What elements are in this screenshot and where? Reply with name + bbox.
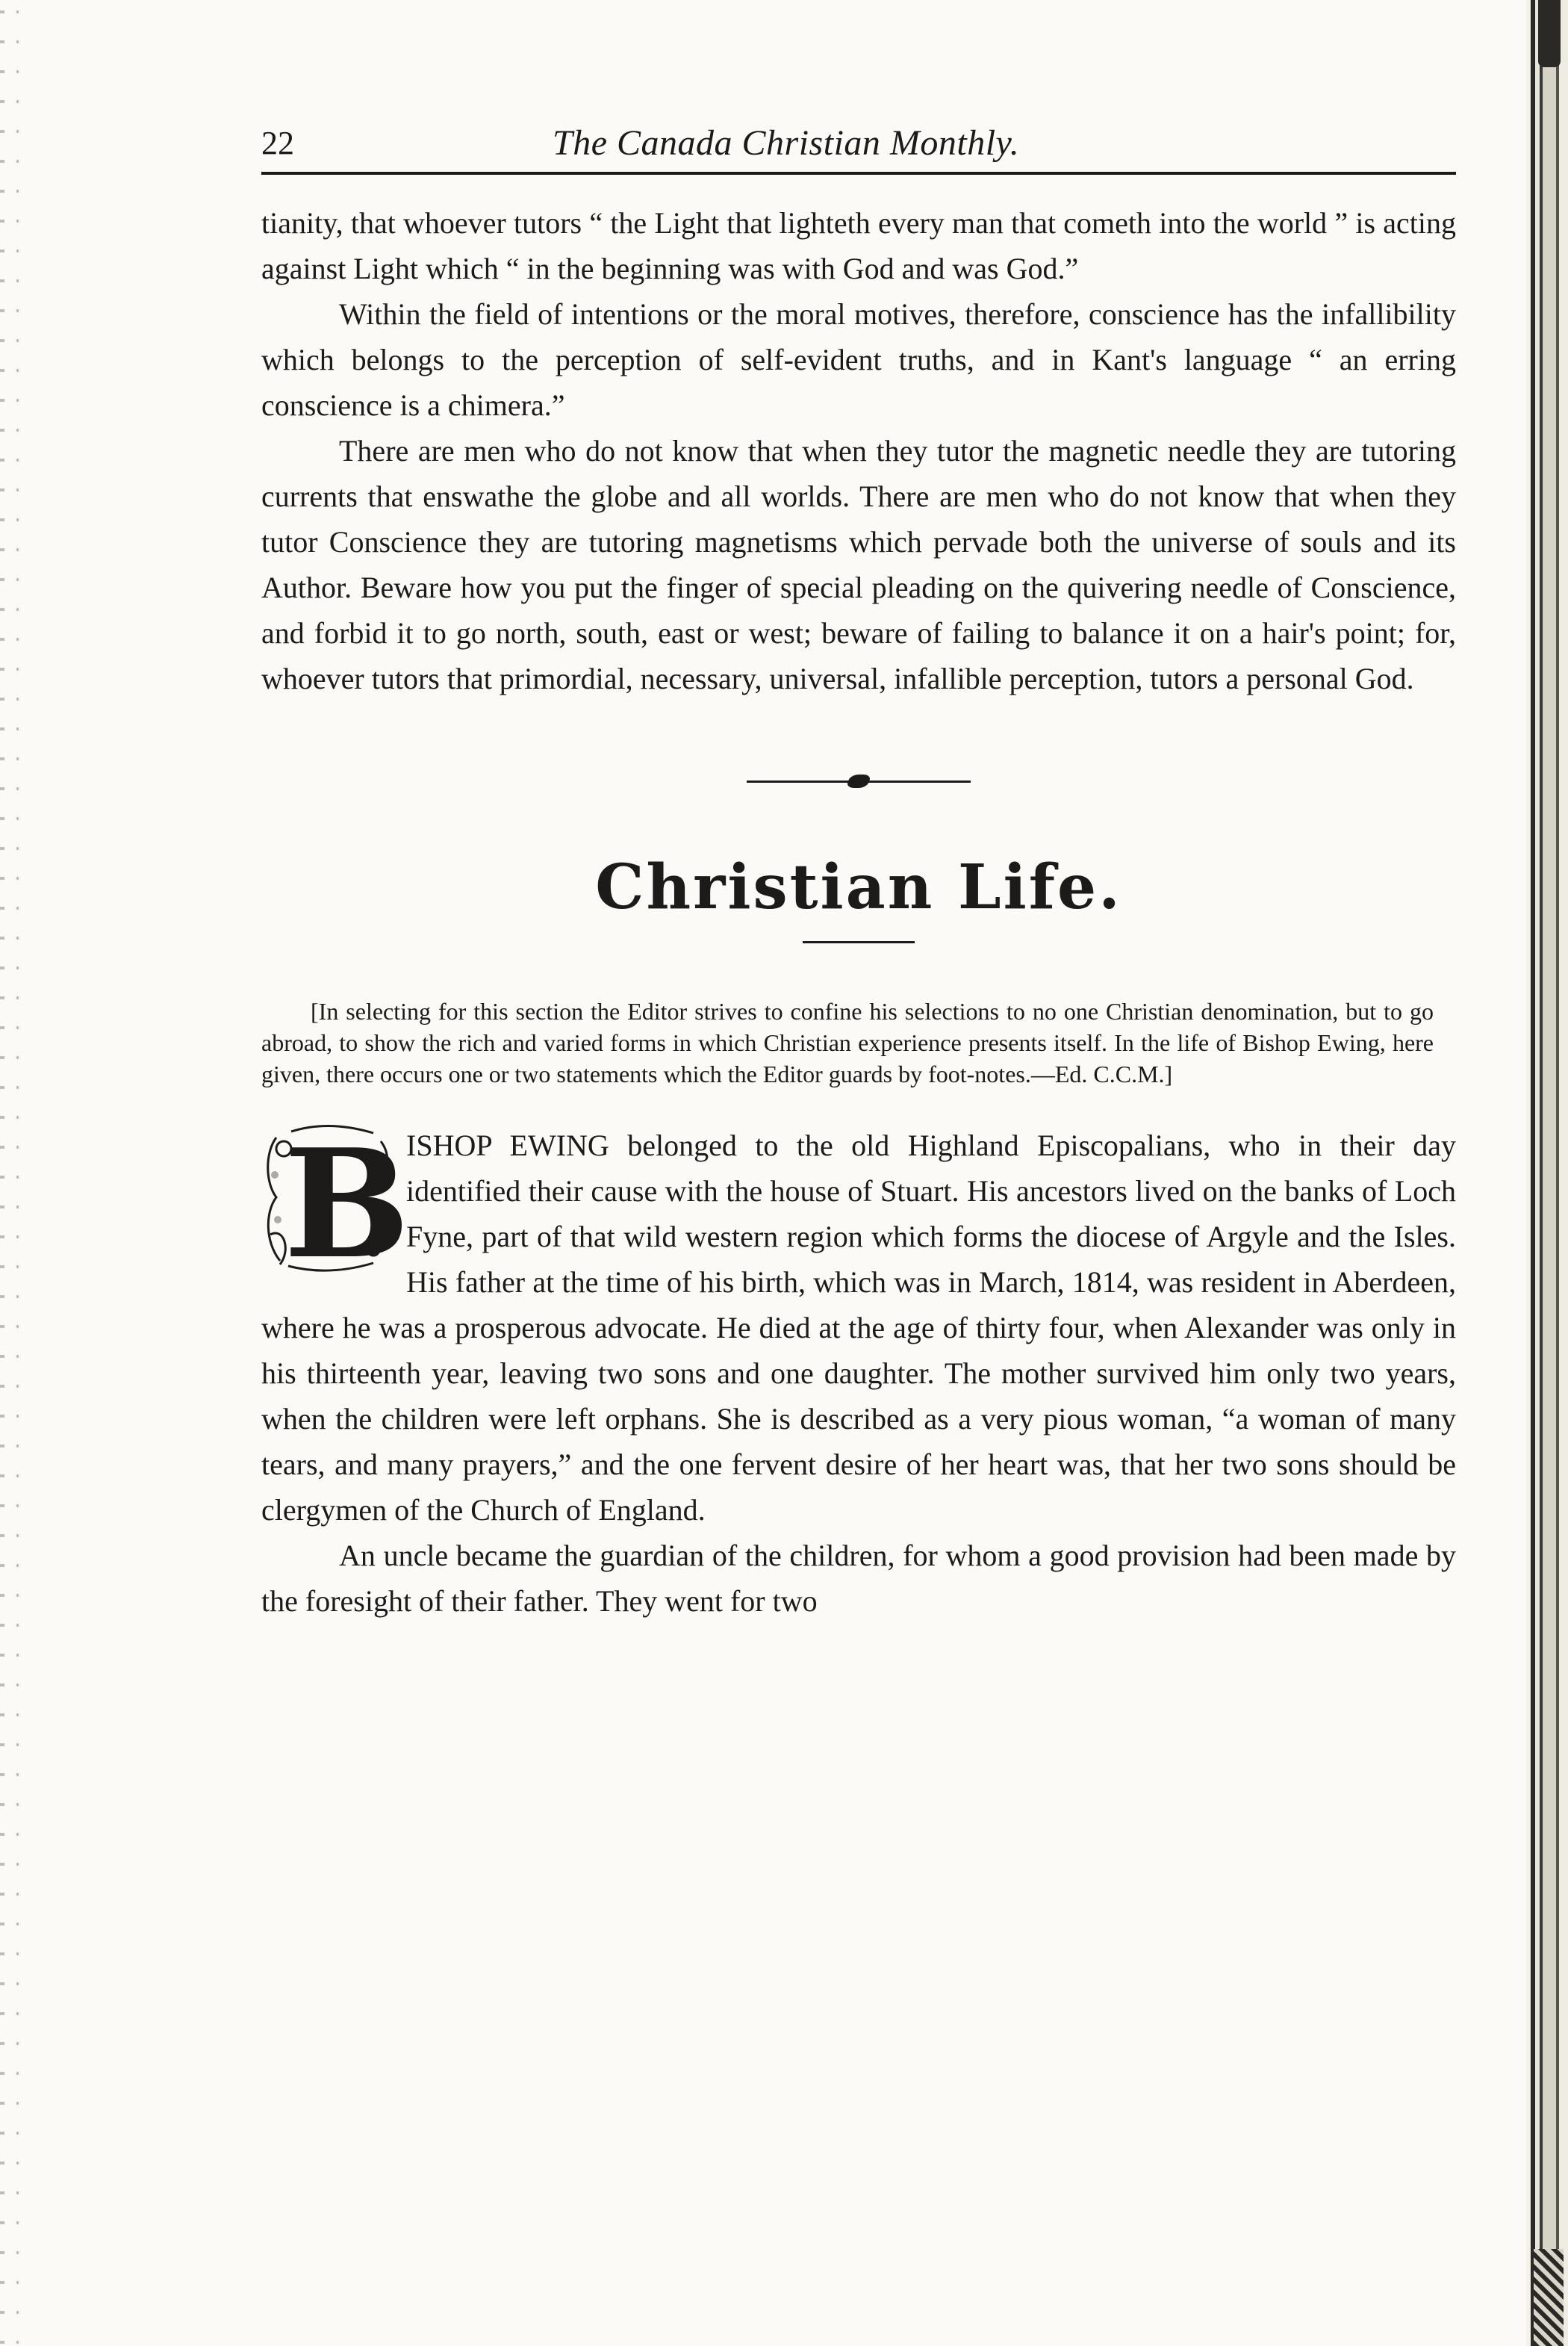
paragraph: tianity, that whoever tutors “ the Light that lighteth every man that cometh into the world ” is acting against Light which “ in the beginning was with God and was God.”: [261, 206, 1456, 285]
binding-blot-top: [1538, 0, 1561, 67]
section-divider-ornament: [747, 772, 971, 790]
page: [261, 105, 1456, 1624]
paragraph: There are men who do not know that when they tutor the magnetic needle they are tutoring currents that enswathe the globe and all worlds. There are men who do not know that when they tutor Conscience they are tutoring magnetisms which pervade both the universe of souls and its Author. Beware how you put the finger of special pleading on the quivering needle of Conscience, and forbid it to go north, south, east or west; beware of failing to balance it on a hair's point; for, whoever tutors that primordial, necessary, universal, infallible perception, tutors a personal God.: [261, 434, 1456, 695]
binding-blot-bottom: [1534, 2249, 1564, 2346]
drop-cap-letter: B: [284, 1117, 411, 1292]
paragraph: An uncle became the guardian of the children, for whom a good provision had been made by the foresight of their father. They went for two: [261, 1539, 1456, 1618]
article-body: [261, 1117, 1456, 1624]
page-number: 22: [261, 125, 294, 161]
scan-binding-edge: [1526, 0, 1568, 2346]
divider-diamond: [846, 775, 872, 788]
journal-title: The Canada Christian Monthly.: [553, 123, 1020, 163]
title-rule: [803, 941, 915, 943]
editor-note: [In selecting for this section the Editor strives to confine his selections to no one Christian denomination, but to go abroad, to show the rich and varied forms in which Christian experience presents itself. In the life of Bishop Ewing, here given, there occurs one or two statements which the Editor guards by foot-notes.—Ed. C.C.M.]: [261, 998, 1434, 1087]
section-title: Christian Life.: [595, 851, 1122, 923]
paragraph: Within the field of intentions or the moral motives, therefore, conscience has the infallibility which belongs to the perception of self-evident truths, and in Kant's language “ an erring conscience is a chimera.”: [261, 297, 1456, 422]
ornamental-drop-cap: [261, 1117, 411, 1292]
running-head: [261, 105, 1456, 175]
continued-article: [261, 200, 1456, 701]
paragraph: ISHOP EWING belonged to the old Highland Episcopalians, who in their day identified their cause with the house of Stuart. His ancestors lived on the banks of Loch Fyne, part of that wild western region which forms the diocese of Argyle and the Isles. His father at the time of his birth, which was in March, 1814, was resident in Aberdeen, where he was a prosperous advocate. He died at the age of thirty four, when Alexander was only in his thirteenth year, leaving two sons and one daughter. The mother survived him only two years, when the children were left orphans. She is described as a very pious woman, “a woman of many tears, and many prayers,” and the one fervent desire of her heart was, that her two sons should be clergymen of the Church of England.: [261, 1129, 1456, 1527]
scan-left-edge: [0, 0, 52, 2346]
